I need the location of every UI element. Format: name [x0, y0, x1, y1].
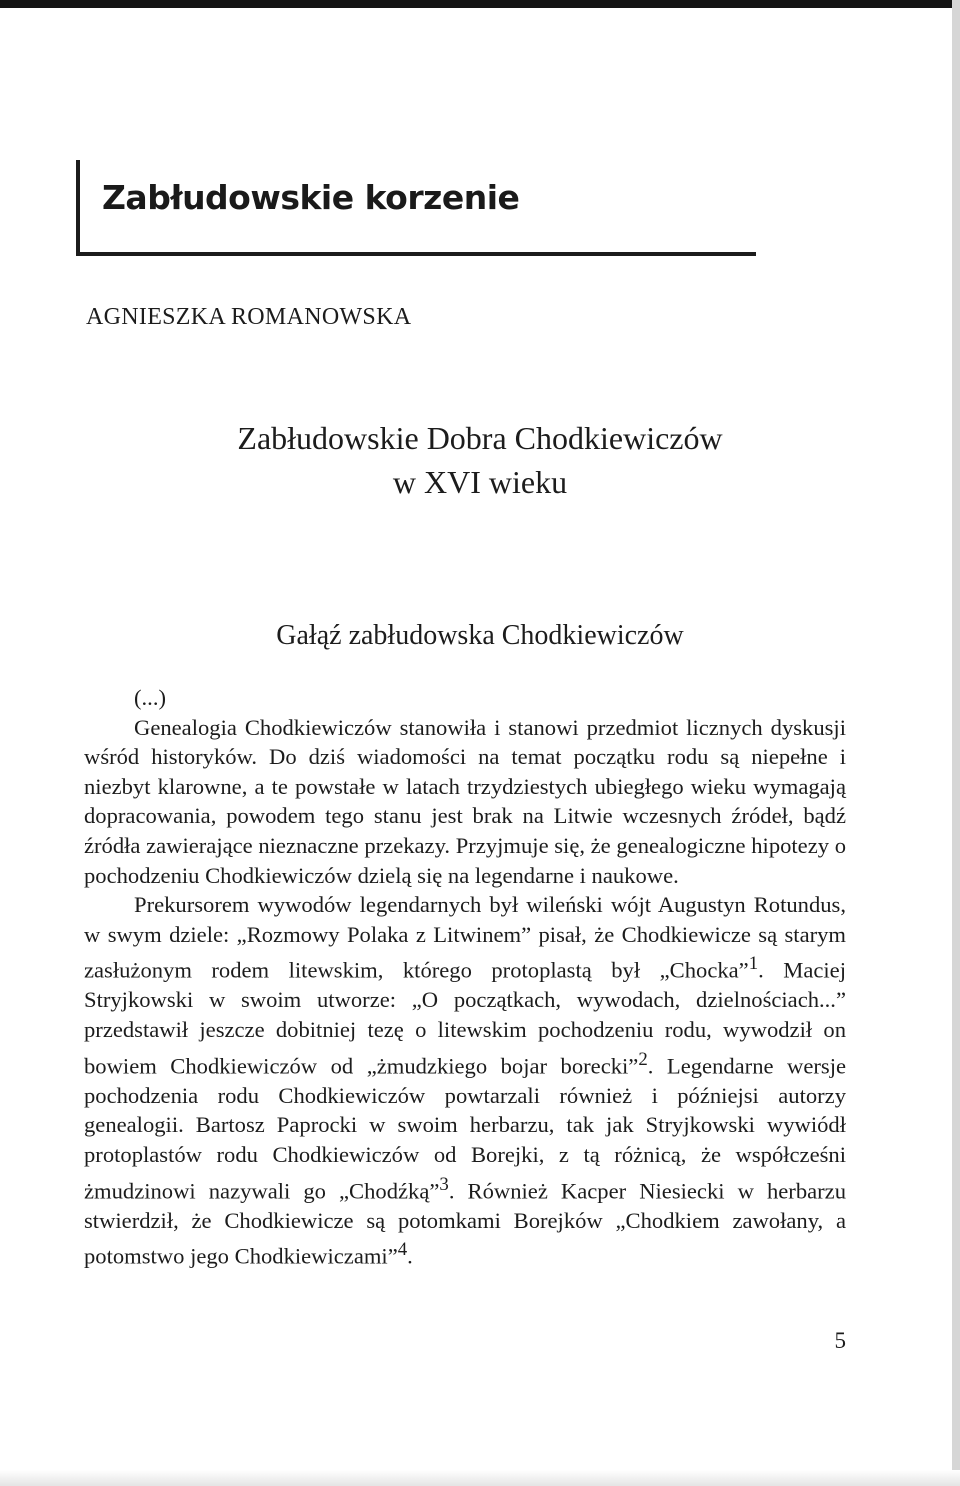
scan-bottom-edge — [0, 1470, 960, 1486]
footnote-ref-2[interactable]: 2 — [638, 1048, 648, 1070]
footnote-ref-4[interactable]: 4 — [397, 1239, 408, 1261]
section-subtitle: Gałąź zabłudowska Chodkiewiczów — [276, 620, 684, 651]
article-title-line-2: w XVI wieku — [392, 464, 568, 500]
footnote-ref-1[interactable]: 1 — [748, 953, 759, 975]
article-title — [120, 416, 840, 504]
paragraph-1: Genealogia Chodkiewiczów stanowiła i stanowi przedmiot licznych dyskusji wśród historyków. Do dziś wiadomości na temat początku rodu są niepełne i niezbyt klarowne, a te powstałe w latach trzydziestych ubiegłego wieku wymagają dopracowania, powodem tego stanu jest brak na Litwie wczesnych źródeł, bądź źródła zawierające nieznaczne przekazy. Przyjmuje się, że genealogiczne hipotezy o pochodzeniu Chodkiewiczów dzielą się na legendarne i naukowe. — [84, 714, 846, 888]
section-title: Zabłudowskie korzenie — [102, 178, 520, 217]
footnote-ref-3[interactable]: 3 — [439, 1173, 449, 1195]
paragraph-2-text-2: . Maciej Stryjkowski w swoim utworze: „O początkach, wywodach, dzielnościach...” przedstawił jeszcze dobitniej tezę o litewskim pochodzeniu rodu, wywodził on bowiem Chodkiewiczów od „żmudzkiego bojar borecki” — [84, 957, 846, 1079]
paragraph-2-text-3: . Legendarne wersje pochodzenia rodu Chodkiewiczów powtarzali również i późniejsi autorzy genealogii. Bartosz Paprocki w swoim herbarzu, tak jak Stryjkowski wywiódł protoplastów rodu Chodkiewiczów od Borejki, z tą różnicą, że współcześni żmudzinowi nazywali go „Chodźką” — [84, 1053, 846, 1204]
body-text — [84, 683, 846, 1271]
section-header-horizontal-rule — [76, 252, 756, 256]
paragraph-2-text-5: . — [407, 1243, 413, 1269]
section-header — [76, 160, 756, 256]
paragraph-2-text-1: Prekursorem wywodów legendarnych był wileński wójt Augustyn Rotundus, w swym dziele: „Rozmowy Polaka z Litwinem” pisał, że Chodkiewicze są starym zasłużonym rodem litewskim, którego protoplastą był „Chocka” — [84, 892, 846, 983]
article-title-line-1: Zabłudowskie Dobra Chodkiewiczów — [237, 420, 723, 456]
section-header-vertical-rule — [76, 160, 80, 256]
page-number: 5 — [834, 1328, 846, 1353]
scan-right-edge — [952, 0, 960, 1486]
paragraph-2-text-4: . Również Kacper Niesiecki w herbarzu stwierdził, że Chodkiewicze są potomkami Borejków „Chodkiem zawołany, a potomstwo jego Chodkiewiczami” — [84, 1178, 846, 1269]
author-name: AGNIESZKA ROMANOWSKA — [86, 304, 412, 330]
scan-top-border — [0, 0, 960, 8]
paragraph-2 — [84, 890, 846, 1271]
paragraph-ellipsis: (...) — [134, 685, 166, 710]
